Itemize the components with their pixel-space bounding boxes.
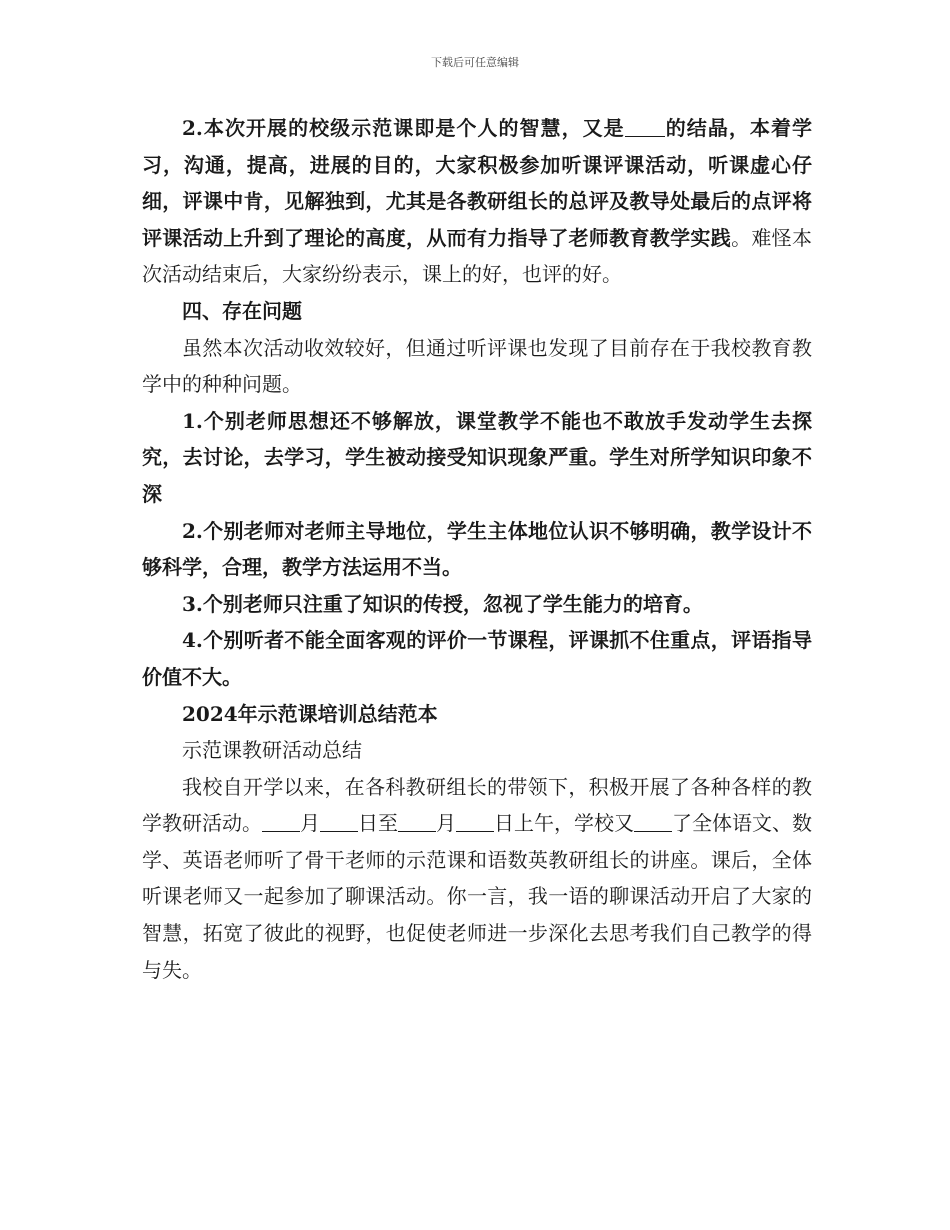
issue-item: 2.个别老师对老师主导地位，学生主体地位认识不够明确，教学设计不够科学，合理，教学方法运用不当。	[142, 518, 812, 580]
fill-blank	[320, 811, 358, 832]
day-label: 日上午，学校又	[494, 811, 634, 836]
summary-text-a: 我校自开学以来，在各科教研组长的带领下，积极开展了各种各样的教学教研活动。	[142, 774, 812, 836]
fill-blank	[456, 811, 494, 832]
document-title: 2024年示范课培训总结范本	[182, 701, 438, 726]
issue-item: 1.个别老师思想还不够解放，课堂教学不能也不敢放手发动学生去探究，去讨论，去学习，学生被动接受知识现象严重。学生对所学知识印象不深	[142, 408, 812, 506]
paragraph-2-normal: 。难怪本次活动结束后，大家纷纷表示，课上的好，也评的好。	[142, 225, 812, 287]
month-label: 月	[436, 811, 456, 836]
fill-blank	[398, 811, 436, 832]
issue-item: 3.个别老师只注重了知识的传授，忽视了学生能力的培育。	[182, 591, 703, 616]
issue-item: 4.个别听者不能全面客观的评价一节课程，评课抓不住重点，评语指导价值不大。	[142, 628, 812, 689]
fill-blank	[625, 116, 665, 137]
fill-blank	[262, 811, 300, 832]
paragraph-2-bold-a: 2.本次开展的校级示范课即是个人的智慧，又是	[182, 116, 625, 140]
issues-intro: 虽然本次活动收效较好，但通过听评课也发现了目前存在于我校教育教学中的种种问题。	[142, 335, 812, 397]
fill-blank	[634, 811, 672, 832]
section-heading-4: 四、存在问题	[182, 298, 302, 323]
summary-paragraph	[142, 769, 812, 989]
day-label: 日至	[358, 811, 398, 836]
paragraph-2-bold-b: 的结晶，本着学习，沟通，提高，进展的目的，大家积极参加听课评课活动，听课虚心仔细，评课中肯，见解独到，尤其是各教研组长的总评及教导处最后的点评将评课活动上升到了理论的高度，从而有力指导了老师教育教学实践	[142, 116, 812, 250]
subtitle: 示范课教研活动总结	[182, 738, 362, 763]
paragraph-2	[142, 110, 812, 293]
month-label: 月	[300, 811, 320, 836]
page-header: 下载后可任意编辑	[431, 56, 519, 69]
summary-text-b: 了全体语文、数学、英语老师听了骨干老师的示范课和语数英教研组长的讲座。课后，全体听课老师又一起参加了聊课活动。你一言，我一语的聊课活动开启了大家的智慧，拓宽了彼此的视野，也促使老师进一步深化去思考我们自己教学的得与失。	[142, 811, 812, 982]
document-body	[142, 110, 812, 988]
